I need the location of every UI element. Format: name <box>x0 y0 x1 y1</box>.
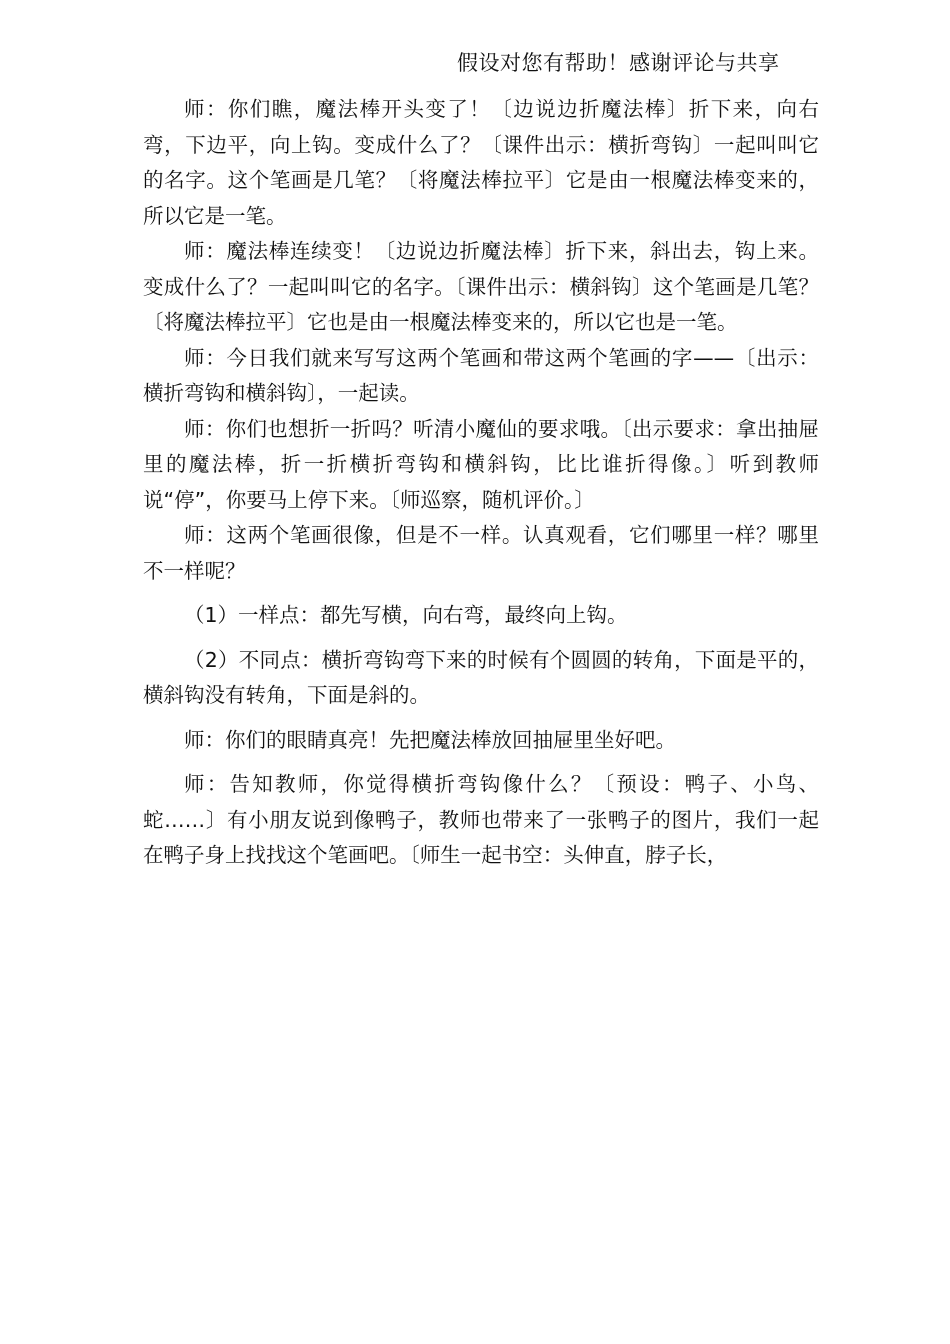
paragraph-2: 师：魔法棒连续变！〔边说边折魔法棒〕折下来，斜出去，钩上来。变成什么了？一起叫叫它的名字。〔课件出示：横斜钩〕这个笔画是几笔？〔将魔法棒拉平〕它也是由一根魔法棒变来的，所以它也是一笔。 <box>143 239 819 334</box>
paragraph-difference: （2）不同点：横折弯钩弯下来的时候有个圆圆的转角，下面是平的，横斜钩没有转角，下面是斜的。 <box>143 647 819 707</box>
document-body <box>143 92 819 874</box>
paragraph-1: 师：你们瞧，魔法棒开头变了！〔边说边折魔法棒〕折下来，向右弯，下边平，向上钩。变成什么了？〔课件出示：横折弯钩〕一起叫叫它的名字。这个笔画是几笔？〔将魔法棒拉平〕它是由一根魔法棒变来的，所以它是一笔。 <box>143 97 819 228</box>
paragraph-similarity: （1）一样点：都先写横，向右弯，最终向上钩。 <box>184 603 628 627</box>
paragraph-6: 师：你们的眼睛真亮！先把魔法棒放回抽屉里坐好吧。 <box>184 727 676 752</box>
paragraph-5: 师：这两个笔画很像，但是不一样。认真观看，它们哪里一样？哪里不一样呢？ <box>143 523 819 583</box>
page-header: 假设对您有帮助！感谢评论与共享 <box>457 51 780 75</box>
paragraph-4: 师：你们也想折一折吗？听清小魔仙的要求哦。〔出示要求：拿出抽屉里的魔法棒，折一折横折弯钩和横斜钩，比比谁折得像。〕听到教师说“停”，你要马上停下来。〔师巡察，随机评价。〕 <box>143 416 819 512</box>
paragraph-7: 师：告知教师，你觉得横折弯钩像什么？〔预设：鸭子、小鸟、蛇……〕有小朋友说到像鸭子，教师也带来了一张鸭子的图片，我们一起在鸭子身上找找这个笔画吧。〔师生一起书空：头伸直，脖子长， <box>143 772 819 867</box>
paragraph-3: 师：今日我们就来写写这两个笔画和带这两个笔画的字——〔出示：横折弯钩和横斜钩〕，一起读。 <box>143 345 819 405</box>
